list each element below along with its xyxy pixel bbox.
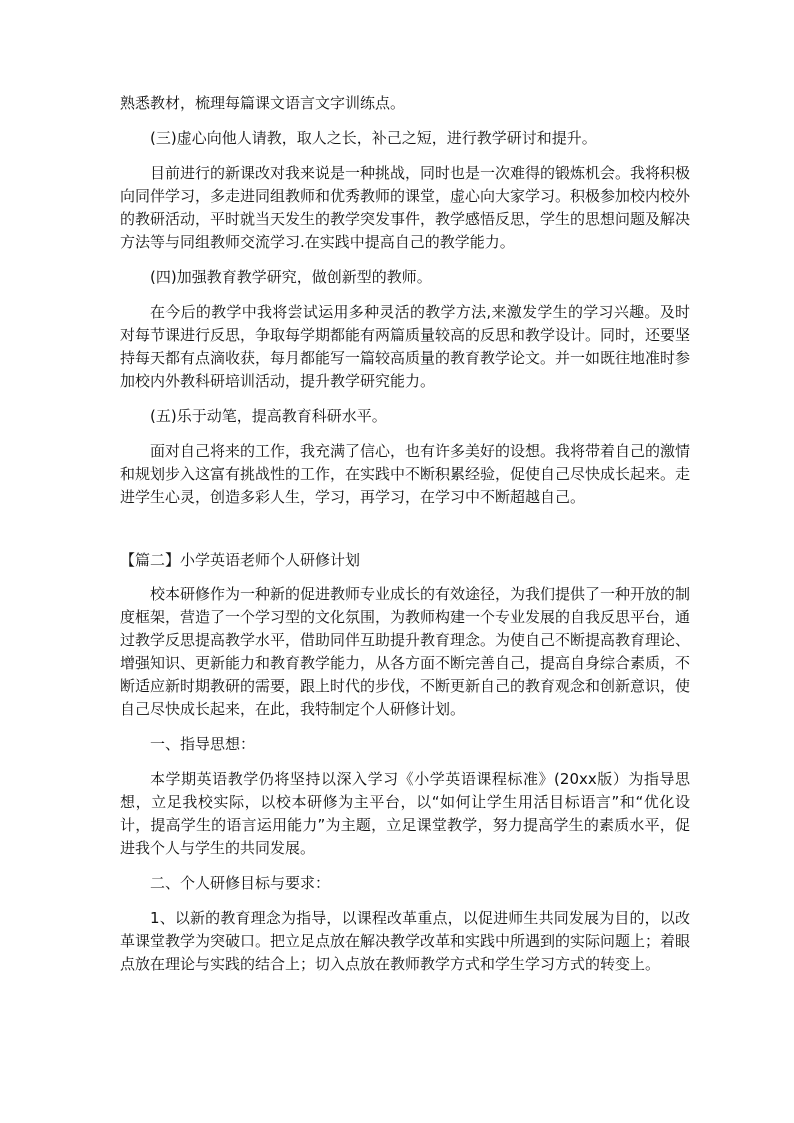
subheading-five: (五)乐于动笔，提高教育科研水平。 — [150, 407, 387, 425]
paragraph: 在今后的教学中我将尝试运用多种灵活的教学方法,来激发学生的学习兴趣。及时对每节课进行反思，争取每学期都能有两篇质量较高的反思和教学设计。同时，还要坚持每天都有点滴收获，每月都能写一篇较高质量的教育教学论文。并一如既往地准时参加校内外教科研培训活动，提升教学研究能力。 — [120, 303, 691, 390]
section-heading: 【篇二】小学英语老师个人研修计划 — [120, 551, 361, 569]
paragraph: 校本研修作为一种新的促进教师专业成长的有效途径，为我们提供了一种开放的制度框架，营造了一个学习型的文化氛围，为教师构建一个专业发展的自我反思平台，通过教学反思提高教学水平，借助同伴互助提升教育理念。为使自己不断提高教育理论、增强知识、更新能力和教育教学能力，从各方面不断完善自己，提高自身综合素质，不断适应新时期教研的需要，跟上时代的步伐，不断更新自己的教育观念和创新意识，使自己尽快成长起来，在此，我特制定个人研修计划。 — [120, 585, 691, 718]
paragraph: 1、以新的教育理念为指导，以课程改革重点，以促进师生共同发展为目的，以改革课堂教学为突破口。把立足点放在解决教学改革和实践中所遇到的实际问题上；着眼点放在理论与实践的结合上；切入点放在教师教学方式和学生学习方式的转变上。 — [120, 909, 691, 973]
paragraph: 目前进行的新课改对我来说是一种挑战，同时也是一次难得的锻炼机会。我将积极向同伴学习，多走进同组教师和优秀教师的课堂，虚心向大家学习。积极参加校内校外的教研活动，平时就当天发生的教学突发事件，教学感悟反思，学生的思想问题及解决方法等与同组教师交流学习.在实践中提高自己的教学能力。 — [120, 164, 691, 251]
paragraph: 面对自己将来的工作，我充满了信心，也有许多美好的设想。我将带着自己的激情和规划步入这富有挑战性的工作，在实践中不断积累经验，促使自己尽快成长起来。走进学生心灵，创造多彩人生，学习，再学习，在学习中不断超越自己。 — [120, 442, 691, 506]
subheading-four: (四)加强教育教学研究，做创新型的教师。 — [150, 268, 432, 286]
subheading-three: (三)虚心向他人请教，取人之长，补己之短，进行教学研讨和提升。 — [150, 129, 597, 147]
paragraph-continuation: 熟悉教材，梳理每篇课文语言文字训练点。 — [120, 94, 406, 112]
subheading-guiding-thought: 一、指导思想： — [150, 735, 256, 753]
paragraph: 本学期英语教学仍将坚持以深入学习《小学英语课程标准》(20xx版）为指导思想，立足我校实际，以校本研修为主平台，以“如何让学生用活目标语言”和“优化设计，提高学生的语言运用能力”为主题，立足课堂教学，努力提高学生的素质水平，促进我个人与学生的共同发展。 — [120, 770, 690, 857]
subheading-goals: 二、个人研修目标与要求： — [150, 874, 331, 892]
document-page — [120, 92, 690, 988]
